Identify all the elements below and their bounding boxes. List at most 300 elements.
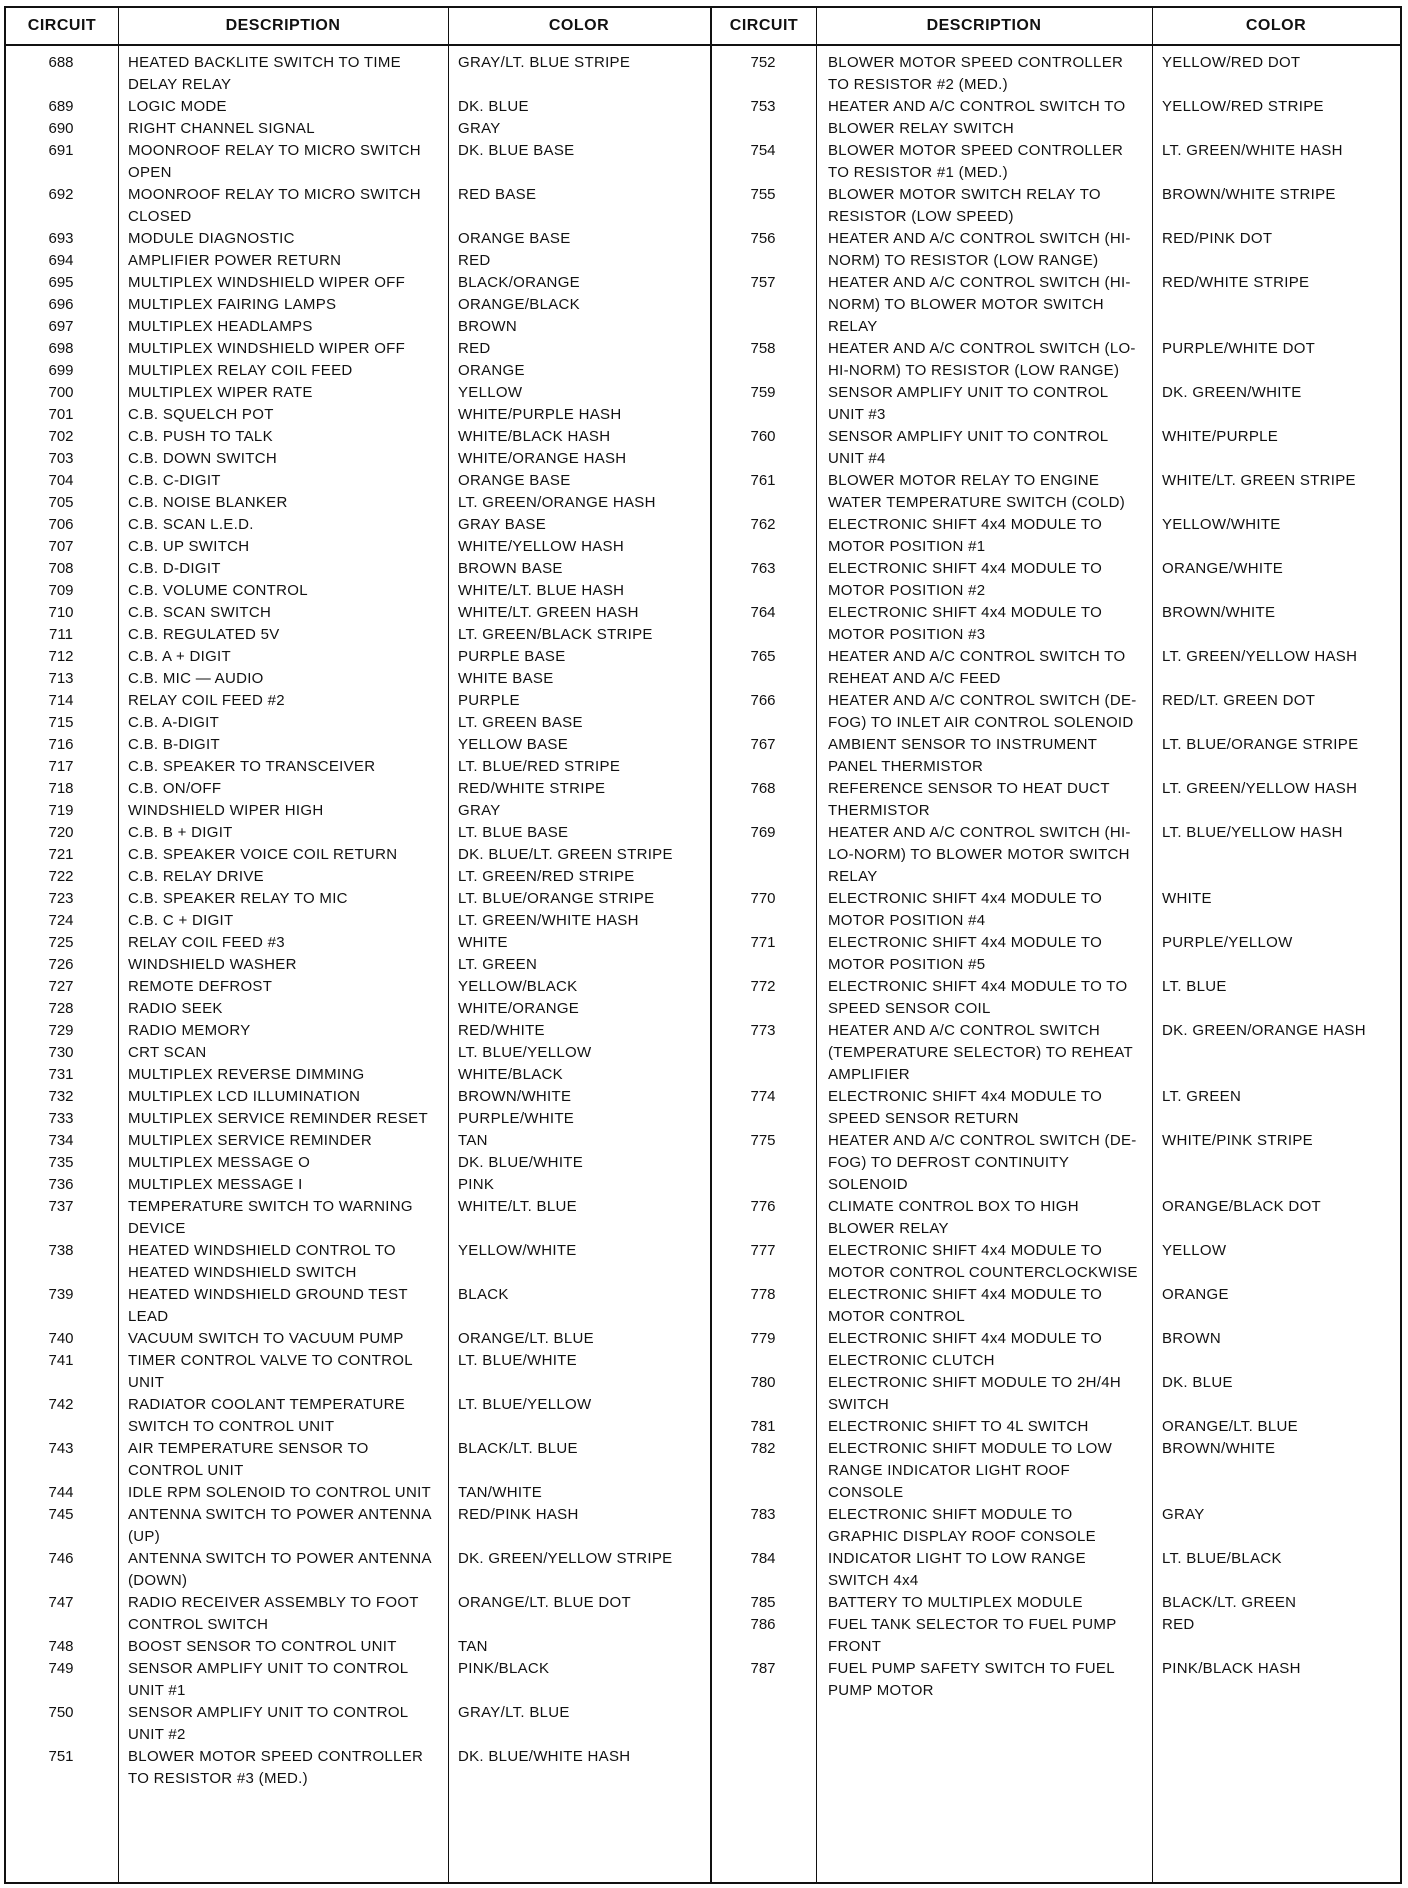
table-row <box>6 624 710 646</box>
circuit-number: 741 <box>48 1352 74 1369</box>
table-row <box>6 756 710 778</box>
circuit-number: 740 <box>48 1330 74 1347</box>
wire-color: PINK <box>458 1176 495 1193</box>
table-row <box>712 96 1400 140</box>
table-row <box>6 426 710 448</box>
table-row <box>6 338 710 360</box>
circuit-description: RELAY COIL FEED #3 <box>128 934 285 951</box>
wire-color: BROWN/WHITE <box>458 1088 572 1105</box>
circuit-number: 728 <box>48 1000 74 1017</box>
header-description: DESCRIPTION <box>225 17 341 34</box>
table-row <box>712 690 1400 734</box>
table-row <box>6 778 710 800</box>
circuit-description: ELECTRONIC SHIFT TO 4L SWITCH <box>828 1418 1089 1435</box>
circuit-description: MULTIPLEX WIPER RATE <box>128 384 313 401</box>
table-row <box>6 1636 710 1658</box>
circuit-number: 690 <box>48 120 74 137</box>
circuit-number: 747 <box>48 1594 74 1611</box>
table-row <box>712 976 1400 1020</box>
circuit-number: 702 <box>48 428 74 445</box>
circuit-description: ELECTRONIC SHIFT MODULE TO LOW RANGE INDICATOR LIGHT ROOF CONSOLE <box>828 1440 1113 1501</box>
wire-color: PURPLE <box>458 692 520 709</box>
circuit-number: 758 <box>750 340 776 357</box>
wire-color: ORANGE <box>1162 1286 1229 1303</box>
circuit-number: 743 <box>48 1440 74 1457</box>
circuit-number: 745 <box>48 1506 74 1523</box>
wire-color: RED/WHITE STRIPE <box>458 780 606 797</box>
circuit-number: 712 <box>48 648 74 665</box>
wire-color: GRAY <box>458 802 501 819</box>
circuit-description: C.B. C + DIGIT <box>128 912 234 929</box>
circuit-description: C.B. A-DIGIT <box>128 714 220 731</box>
wire-color: LT. GREEN/RED STRIPE <box>458 868 635 885</box>
wire-color: ORANGE/LT. BLUE <box>1162 1418 1298 1435</box>
circuit-description: TEMPERATURE SWITCH TO WARNING DEVICE <box>128 1198 413 1237</box>
circuit-number: 716 <box>48 736 74 753</box>
circuit-number: 746 <box>48 1550 74 1567</box>
table-row <box>6 140 710 184</box>
table-row <box>712 52 1400 96</box>
wire-color: PINK/BLACK <box>458 1660 550 1677</box>
circuit-number: 734 <box>48 1132 74 1149</box>
wire-color: WHITE <box>458 934 508 951</box>
circuit-number: 700 <box>48 384 74 401</box>
table-row <box>6 1152 710 1174</box>
table-row <box>6 316 710 338</box>
wire-color: WHITE <box>1162 890 1212 907</box>
circuit-number: 769 <box>750 824 776 841</box>
circuit-number: 780 <box>750 1374 776 1391</box>
table-row <box>6 228 710 250</box>
circuit-description: SENSOR AMPLIFY UNIT TO CONTROL UNIT #1 <box>128 1660 408 1699</box>
wire-color: RED/LT. GREEN DOT <box>1162 692 1316 709</box>
wire-color: DK. BLUE <box>1162 1374 1233 1391</box>
wire-color: TAN/WHITE <box>458 1484 543 1501</box>
circuit-number: 775 <box>750 1132 776 1149</box>
circuit-description: MOONROOF RELAY TO MICRO SWITCH CLOSED <box>128 186 421 225</box>
wire-color: WHITE/BLACK <box>458 1066 563 1083</box>
wire-color: RED/PINK HASH <box>458 1506 579 1523</box>
circuit-number: 771 <box>750 934 776 951</box>
circuit-number: 706 <box>48 516 74 533</box>
table-row <box>712 1328 1400 1372</box>
wire-color: DK. GREEN/YELLOW STRIPE <box>458 1550 673 1567</box>
circuit-description: HEATER AND A/C CONTROL SWITCH (DE-FOG) TO DEFROST CONTINUITY SOLENOID <box>828 1132 1137 1193</box>
wire-color: LT. BLUE/YELLOW <box>458 1396 592 1413</box>
table-row <box>6 910 710 932</box>
wire-color: RED BASE <box>458 186 537 203</box>
wire-color: LT. GREEN/YELLOW HASH <box>1162 780 1358 797</box>
circuit-description: CLIMATE CONTROL BOX TO HIGH BLOWER RELAY <box>828 1198 1079 1237</box>
circuit-number: 761 <box>750 472 776 489</box>
table-row <box>6 602 710 624</box>
wire-color: LT. BLUE/YELLOW HASH <box>1162 824 1343 841</box>
circuit-description: ELECTRONIC SHIFT 4x4 MODULE TO MOTOR POSITION #2 <box>828 560 1103 599</box>
wire-color: LT. BLUE/RED STRIPE <box>458 758 621 775</box>
wire-color: BLACK <box>458 1286 509 1303</box>
wire-color: BLACK/ORANGE <box>458 274 580 291</box>
circuit-description: HEATER AND A/C CONTROL SWITCH (HI-NORM) TO RESISTOR (LOW RANGE) <box>828 230 1131 269</box>
table-row <box>6 734 710 756</box>
circuit-description: MULTIPLEX SERVICE REMINDER RESET <box>128 1110 428 1127</box>
circuit-description: ELECTRONIC SHIFT MODULE TO GRAPHIC DISPLAY ROOF CONSOLE <box>828 1506 1096 1545</box>
table-row <box>6 646 710 668</box>
table-row <box>712 426 1400 470</box>
circuit-description: BLOWER MOTOR SWITCH RELAY TO RESISTOR (LOW SPEED) <box>828 186 1101 225</box>
wire-color: WHITE/LT. BLUE <box>458 1198 577 1215</box>
table-row <box>6 822 710 844</box>
circuit-description: RADIO RECEIVER ASSEMBLY TO FOOT CONTROL SWITCH <box>128 1594 419 1633</box>
table-row <box>712 778 1400 822</box>
wire-color: YELLOW/RED DOT <box>1162 54 1301 71</box>
circuit-number: 697 <box>48 318 74 335</box>
circuit-number: 704 <box>48 472 74 489</box>
wire-color: YELLOW/BLACK <box>458 978 578 995</box>
circuit-number: 696 <box>48 296 74 313</box>
circuit-number: 730 <box>48 1044 74 1061</box>
circuit-number: 735 <box>48 1154 74 1171</box>
circuit-number: 715 <box>48 714 74 731</box>
table-row <box>6 96 710 118</box>
table-row <box>6 1438 710 1482</box>
circuit-description: HEATER AND A/C CONTROL SWITCH TO REHEAT AND A/C FEED <box>828 648 1126 687</box>
header-circuit: CIRCUIT <box>729 17 799 34</box>
circuit-number: 722 <box>48 868 74 885</box>
wire-color: LT. BLUE/ORANGE STRIPE <box>1162 736 1359 753</box>
circuit-description: C.B. ON/OFF <box>128 780 222 797</box>
table-row <box>6 1350 710 1394</box>
wire-color: DK. BLUE <box>458 98 529 115</box>
wire-color: TAN <box>458 1638 488 1655</box>
circuit-description: C.B. SPEAKER VOICE COIL RETURN <box>128 846 398 863</box>
wire-color: BLACK/LT. BLUE <box>458 1440 578 1457</box>
table-row <box>712 1416 1400 1438</box>
wire-color: DK. BLUE/WHITE <box>458 1154 584 1171</box>
wire-color: WHITE/LT. BLUE HASH <box>458 582 625 599</box>
header-circuit: CIRCUIT <box>27 17 97 34</box>
circuit-number: 776 <box>750 1198 776 1215</box>
wire-color: DK. GREEN/ORANGE HASH <box>1162 1022 1366 1039</box>
table-row <box>712 1240 1400 1284</box>
table-row <box>6 404 710 426</box>
table-row <box>712 514 1400 558</box>
circuit-number: 779 <box>750 1330 776 1347</box>
table-row <box>6 712 710 734</box>
circuit-number: 753 <box>750 98 776 115</box>
circuit-number: 703 <box>48 450 74 467</box>
circuit-description: C.B. VOLUME CONTROL <box>128 582 308 599</box>
wire-color: LT. BLUE BASE <box>458 824 569 841</box>
circuit-description: ELECTRONIC SHIFT 4x4 MODULE TO MOTOR POSITION #1 <box>828 516 1103 555</box>
wire-color: BROWN/WHITE <box>1162 1440 1276 1457</box>
table-row <box>6 1240 710 1284</box>
circuit-description: AMPLIFIER POWER RETURN <box>128 252 342 269</box>
circuit-number: 785 <box>750 1594 776 1611</box>
table-row <box>6 1196 710 1240</box>
circuit-number: 701 <box>48 406 74 423</box>
circuit-number: 778 <box>750 1286 776 1303</box>
table-row <box>6 1284 710 1328</box>
circuit-description: C.B. REGULATED 5V <box>128 626 280 643</box>
circuit-description: LOGIC MODE <box>128 98 227 115</box>
circuit-number: 739 <box>48 1286 74 1303</box>
circuit-description: ELECTRONIC SHIFT 4x4 MODULE TO TO SPEED SENSOR COIL <box>828 978 1128 1017</box>
circuit-number: 762 <box>750 516 776 533</box>
wire-color: GRAY <box>458 120 501 137</box>
circuit-description: MULTIPLEX MESSAGE I <box>128 1176 303 1193</box>
wire-color: RED <box>458 252 491 269</box>
wire-color: PURPLE/WHITE <box>458 1110 575 1127</box>
circuit-description: BLOWER MOTOR SPEED CONTROLLER TO RESISTOR #2 (MED.) <box>828 54 1124 93</box>
header-description: DESCRIPTION <box>926 17 1042 34</box>
circuit-number: 708 <box>48 560 74 577</box>
table-row <box>6 1658 710 1702</box>
circuit-description: MULTIPLEX LCD ILLUMINATION <box>128 1088 361 1105</box>
circuit-description: C.B. C-DIGIT <box>128 472 221 489</box>
circuit-description: SENSOR AMPLIFY UNIT TO CONTROL UNIT #4 <box>828 428 1108 467</box>
circuit-number: 777 <box>750 1242 776 1259</box>
wire-color: YELLOW BASE <box>458 736 569 753</box>
table-left-half <box>6 8 710 1882</box>
wire-color: WHITE/LT. GREEN STRIPE <box>1162 472 1356 489</box>
table-row <box>6 844 710 866</box>
table-row <box>6 580 710 602</box>
circuit-number: 729 <box>48 1022 74 1039</box>
circuit-number: 719 <box>48 802 74 819</box>
circuit-description: ANTENNA SWITCH TO POWER ANTENNA (UP) <box>128 1506 431 1545</box>
circuit-number: 692 <box>48 186 74 203</box>
wire-color: ORANGE/BLACK DOT <box>1162 1198 1321 1215</box>
circuit-number: 764 <box>750 604 776 621</box>
table-row <box>6 1130 710 1152</box>
wire-color: GRAY BASE <box>458 516 547 533</box>
wire-color: YELLOW/WHITE <box>458 1242 577 1259</box>
table-row <box>6 448 710 470</box>
circuit-description: WINDSHIELD WASHER <box>128 956 297 973</box>
circuit-description: IDLE RPM SOLENOID TO CONTROL UNIT <box>128 1484 432 1501</box>
wire-color: DK. BLUE/LT. GREEN STRIPE <box>458 846 673 863</box>
table-row <box>6 514 710 536</box>
circuit-number: 737 <box>48 1198 74 1215</box>
table-header-left <box>6 8 710 46</box>
wire-color: RED <box>1162 1616 1195 1633</box>
table-row <box>6 52 710 96</box>
circuit-description: C.B. SCAN L.E.D. <box>128 516 254 533</box>
table-row <box>6 294 710 316</box>
wire-color: LT. BLUE <box>1162 978 1227 995</box>
table-row <box>712 184 1400 228</box>
circuit-description: RIGHT CHANNEL SIGNAL <box>128 120 315 137</box>
wire-color: LT. GREEN/ORANGE HASH <box>458 494 656 511</box>
wire-color: GRAY <box>1162 1506 1205 1523</box>
circuit-color-table <box>4 6 1402 1884</box>
table-row <box>6 536 710 558</box>
circuit-description: ELECTRONIC SHIFT 4x4 MODULE TO ELECTRONIC CLUTCH <box>828 1330 1103 1369</box>
wire-color: WHITE/PURPLE <box>1162 428 1279 445</box>
wire-color: LT. BLUE/WHITE <box>458 1352 577 1369</box>
circuit-description: C.B. UP SWITCH <box>128 538 250 555</box>
wire-color: ORANGE/LT. BLUE <box>458 1330 594 1347</box>
table-row <box>712 1130 1400 1196</box>
circuit-description: ELECTRONIC SHIFT 4x4 MODULE TO MOTOR POSITION #4 <box>828 890 1103 929</box>
table-row <box>712 1196 1400 1240</box>
circuit-description: MULTIPLEX WINDSHIELD WIPER OFF <box>128 340 406 357</box>
table-row <box>712 1020 1400 1086</box>
circuit-description: ELECTRONIC SHIFT MODULE TO 2H/4H SWITCH <box>828 1374 1121 1413</box>
table-row <box>712 1372 1400 1416</box>
circuit-number: 711 <box>49 626 73 643</box>
table-body-right <box>712 52 1400 1702</box>
circuit-description: RADIATOR COOLANT TEMPERATURE SWITCH TO CONTROL UNIT <box>128 1396 406 1435</box>
wire-color: YELLOW/RED STRIPE <box>1162 98 1324 115</box>
table-row <box>712 646 1400 690</box>
table-row <box>6 1504 710 1548</box>
circuit-description: C.B. D-DIGIT <box>128 560 221 577</box>
circuit-number: 727 <box>48 978 74 995</box>
wire-color: LT. GREEN <box>1162 1088 1242 1105</box>
circuit-number: 699 <box>48 362 74 379</box>
wire-color: LT. GREEN BASE <box>458 714 583 731</box>
table-right-half <box>710 8 1400 1882</box>
wire-color: WHITE/ORANGE HASH <box>458 450 627 467</box>
table-row <box>6 470 710 492</box>
table-row <box>712 822 1400 888</box>
circuit-number: 763 <box>750 560 776 577</box>
circuit-description: MULTIPLEX MESSAGE O <box>128 1154 311 1171</box>
circuit-number: 742 <box>48 1396 74 1413</box>
header-color: COLOR <box>548 17 610 34</box>
table-row <box>712 558 1400 602</box>
circuit-number: 688 <box>48 54 74 71</box>
circuit-description: C.B. A + DIGIT <box>128 648 231 665</box>
table-row <box>712 272 1400 338</box>
circuit-description: C.B. SQUELCH POT <box>128 406 274 423</box>
circuit-description: C.B. DOWN SWITCH <box>128 450 277 467</box>
circuit-description: FUEL TANK SELECTOR TO FUEL PUMP FRONT <box>828 1616 1117 1655</box>
table-row <box>6 954 710 976</box>
table-row <box>6 1482 710 1504</box>
circuit-number: 733 <box>48 1110 74 1127</box>
wire-color: YELLOW/WHITE <box>1162 516 1281 533</box>
table-row <box>712 1438 1400 1504</box>
circuit-number: 714 <box>48 692 74 709</box>
circuit-description: SENSOR AMPLIFY UNIT TO CONTROL UNIT #2 <box>128 1704 408 1743</box>
circuit-description: MULTIPLEX WINDSHIELD WIPER OFF <box>128 274 406 291</box>
circuit-description: BATTERY TO MULTIPLEX MODULE <box>828 1594 1083 1611</box>
table-row <box>712 140 1400 184</box>
wire-color: ORANGE/LT. BLUE DOT <box>458 1594 631 1611</box>
wire-color: WHITE/PURPLE HASH <box>458 406 622 423</box>
circuit-description: C.B. SCAN SWITCH <box>128 604 272 621</box>
wire-color: BLACK/LT. GREEN <box>1162 1594 1297 1611</box>
wire-color: WHITE/YELLOW HASH <box>458 538 624 555</box>
table-row <box>6 1086 710 1108</box>
table-row <box>6 1108 710 1130</box>
wire-color: DK. BLUE BASE <box>458 142 575 159</box>
circuit-description: BLOWER MOTOR SPEED CONTROLLER TO RESISTOR #1 (MED.) <box>828 142 1124 181</box>
wire-color: GRAY/LT. BLUE STRIPE <box>458 54 631 71</box>
circuit-number: 691 <box>48 142 74 159</box>
circuit-number: 767 <box>750 736 776 753</box>
circuit-number: 736 <box>48 1176 74 1193</box>
wire-color: TAN <box>458 1132 488 1149</box>
circuit-number: 724 <box>48 912 74 929</box>
circuit-description: TIMER CONTROL VALVE TO CONTROL UNIT <box>128 1352 413 1391</box>
circuit-number: 749 <box>48 1660 74 1677</box>
circuit-description: CRT SCAN <box>128 1044 207 1061</box>
circuit-description: MULTIPLEX HEADLAMPS <box>128 318 313 335</box>
wire-color: YELLOW <box>1162 1242 1227 1259</box>
circuit-number: 713 <box>48 670 74 687</box>
wire-color: LT. BLUE/ORANGE STRIPE <box>458 890 655 907</box>
circuit-number: 768 <box>750 780 776 797</box>
wire-color: BROWN <box>458 318 517 335</box>
circuit-description: RADIO SEEK <box>128 1000 223 1017</box>
circuit-number: 694 <box>48 252 74 269</box>
circuit-number: 717 <box>48 758 74 775</box>
circuit-number: 720 <box>48 824 74 841</box>
header-color: COLOR <box>1245 17 1307 34</box>
circuit-description: RELAY COIL FEED #2 <box>128 692 285 709</box>
circuit-number: 738 <box>48 1242 74 1259</box>
circuit-number: 748 <box>48 1638 74 1655</box>
circuit-description: HEATER AND A/C CONTROL SWITCH (HI-NORM) TO BLOWER MOTOR SWITCH RELAY <box>828 274 1131 335</box>
circuit-number: 756 <box>750 230 776 247</box>
circuit-number: 773 <box>750 1022 776 1039</box>
table-row <box>6 998 710 1020</box>
table-row <box>6 888 710 910</box>
circuit-number: 750 <box>48 1704 74 1721</box>
circuit-description: HEATED WINDSHIELD CONTROL TO HEATED WINDSHIELD SWITCH <box>128 1242 396 1281</box>
circuit-description: HEATER AND A/C CONTROL SWITCH (DE-FOG) TO INLET AIR CONTROL SOLENOID <box>828 692 1137 731</box>
circuit-number: 695 <box>48 274 74 291</box>
table-row <box>6 1328 710 1350</box>
circuit-description: FUEL PUMP SAFETY SWITCH TO FUEL PUMP MOTOR <box>828 1660 1115 1699</box>
wire-color: BROWN/WHITE <box>1162 604 1276 621</box>
circuit-description: BLOWER MOTOR RELAY TO ENGINE WATER TEMPERATURE SWITCH (COLD) <box>828 472 1126 511</box>
circuit-number: 781 <box>750 1418 776 1435</box>
wire-color: LT. GREEN/WHITE HASH <box>458 912 639 929</box>
circuit-description: ELECTRONIC SHIFT 4x4 MODULE TO SPEED SENSOR RETURN <box>828 1088 1103 1127</box>
wire-color: DK. GREEN/WHITE <box>1162 384 1302 401</box>
circuit-number: 726 <box>48 956 74 973</box>
wire-color: GRAY/LT. BLUE <box>458 1704 570 1721</box>
wire-color: RED/PINK DOT <box>1162 230 1273 247</box>
circuit-description: C.B. B-DIGIT <box>128 736 220 753</box>
circuit-description: MULTIPLEX REVERSE DIMMING <box>128 1066 365 1083</box>
circuit-description: MODULE DIAGNOSTIC <box>128 230 295 247</box>
table-row <box>6 976 710 998</box>
table-row <box>6 1394 710 1438</box>
circuit-description: REFERENCE SENSOR TO HEAT DUCT THERMISTOR <box>828 780 1110 819</box>
wire-color: PURPLE/WHITE DOT <box>1162 340 1316 357</box>
circuit-number: 705 <box>48 494 74 511</box>
circuit-description: C.B. MIC — AUDIO <box>128 670 264 687</box>
table-row <box>6 184 710 228</box>
wire-color: ORANGE/WHITE <box>1162 560 1284 577</box>
table-row <box>6 690 710 712</box>
circuit-description: ANTENNA SWITCH TO POWER ANTENNA (DOWN) <box>128 1550 431 1589</box>
circuit-number: 725 <box>48 934 74 951</box>
wire-color: BROWN/WHITE STRIPE <box>1162 186 1336 203</box>
table-row <box>712 338 1400 382</box>
table-row <box>712 382 1400 426</box>
table-row <box>712 1592 1400 1614</box>
table-row <box>712 888 1400 932</box>
circuit-description: ELECTRONIC SHIFT 4x4 MODULE TO MOTOR CONTROL <box>828 1286 1103 1325</box>
table-row <box>6 1064 710 1086</box>
table-row <box>6 1592 710 1636</box>
